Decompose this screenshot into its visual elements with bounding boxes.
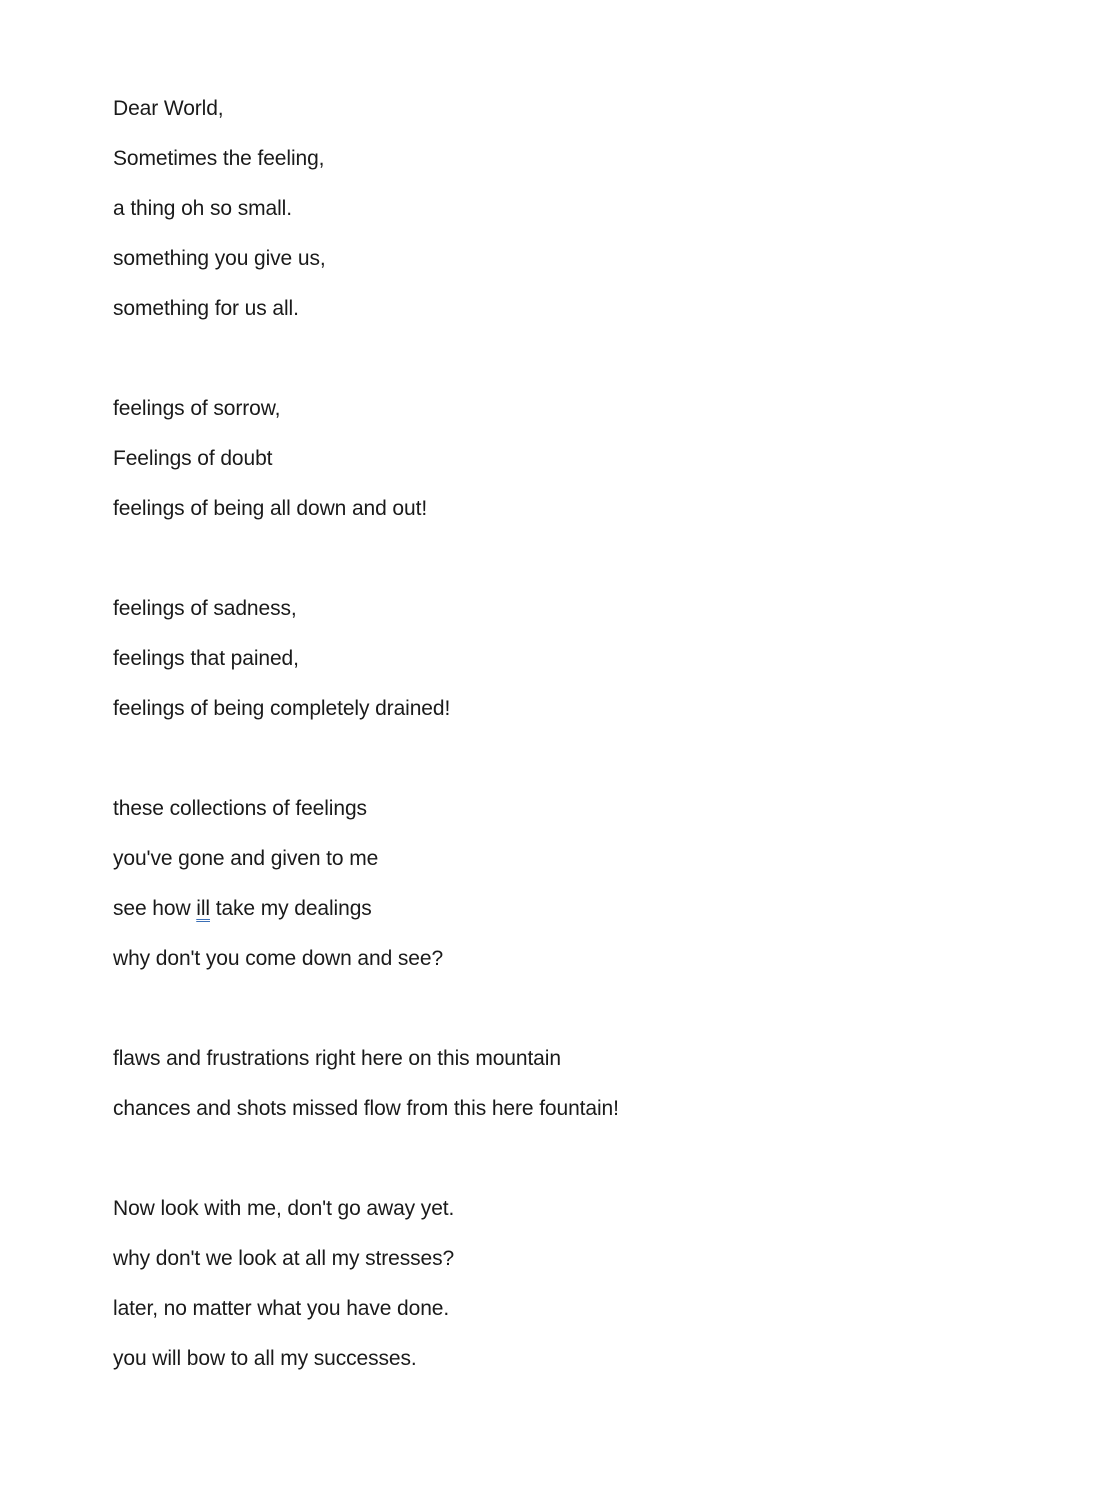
text-line[interactable]: why don't you come down and see? <box>113 947 444 970</box>
blank-line[interactable] <box>113 1134 619 1184</box>
text-line[interactable]: Sometimes the feeling, <box>113 147 325 170</box>
text-line[interactable]: feelings that pained, <box>113 647 299 670</box>
text-line[interactable]: feelings of sorrow, <box>113 397 281 420</box>
text-line[interactable]: Now look with me, don't go away yet. <box>113 1197 455 1220</box>
blank-line[interactable] <box>113 984 619 1034</box>
text-line[interactable]: chances and shots missed flow from this here fountain! <box>113 1097 619 1120</box>
text-line[interactable]: Dear World, <box>113 97 224 120</box>
blank-line[interactable] <box>113 534 619 584</box>
text-line[interactable]: Feelings of doubt <box>113 447 273 470</box>
text-line[interactable]: why don't we look at all my stresses? <box>113 1247 455 1270</box>
text-line[interactable]: something for us all. <box>113 297 299 320</box>
text-line[interactable]: these collections of feelings <box>113 797 367 820</box>
text-segment: take my dealings <box>209 897 372 920</box>
text-line[interactable]: you will bow to all my successes. <box>113 1347 417 1370</box>
blank-line[interactable] <box>113 334 619 384</box>
text-line[interactable]: later, no matter what you have done. <box>113 1297 450 1320</box>
text-line[interactable]: feelings of being all down and out! <box>113 497 428 520</box>
text-line[interactable]: flaws and frustrations right here on this mountain <box>113 1047 561 1070</box>
poem-body[interactable] <box>113 84 619 1384</box>
text-line[interactable]: feelings of being completely drained! <box>113 697 451 720</box>
text-line-with-flag[interactable] <box>113 884 619 934</box>
text-segment: see how <box>113 897 197 920</box>
text-line[interactable]: feelings of sadness, <box>113 597 297 620</box>
blank-line[interactable] <box>113 734 619 784</box>
text-line[interactable]: a thing oh so small. <box>113 197 292 220</box>
text-line[interactable]: you've gone and given to me <box>113 847 379 870</box>
text-line[interactable]: something you give us, <box>113 247 326 270</box>
grammar-flagged-word[interactable]: ill <box>196 897 210 920</box>
